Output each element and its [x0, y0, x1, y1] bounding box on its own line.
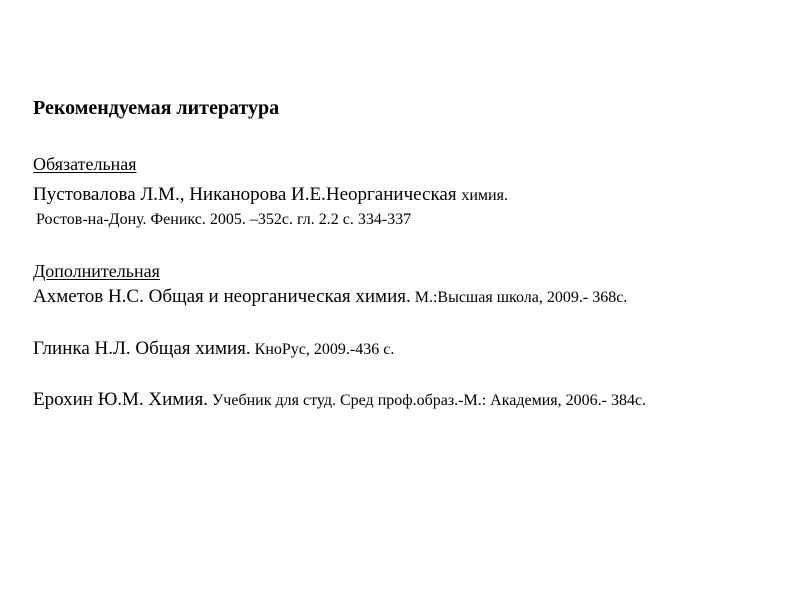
reference-main: Ахметов Н.С. Общая и неорганическая химия. [33, 286, 411, 307]
reference-details: КноРус, 2009.-436 с. [250, 341, 395, 358]
page-title: Рекомендуемая литература [33, 97, 280, 119]
section-heading-required: Обязательная [33, 154, 137, 174]
reference-authors-title: Пустовалова Л.М., Никанорова И.Е.Неорганическая [33, 184, 462, 205]
section-heading-additional: Дополнительная [33, 261, 160, 281]
reference-main: Ерохин Ю.М. Химия. [33, 389, 208, 410]
reference-entry-4 [33, 390, 646, 409]
reference-title-end: химия. [461, 187, 508, 204]
reference-main: Глинка Н.Л. Общая химия. [33, 338, 251, 359]
reference-entry-1-line-2: Ростов-на-Дону. Феникс. 2005. –352с. гл. 2.2 с. 334-337 [36, 211, 412, 228]
reference-entry-1-line-1 [33, 185, 508, 204]
reference-details: Учебник для студ. Сред проф.образ.-М.: Академия, 2006.- 384с. [207, 392, 647, 409]
reference-details: М.:Высшая школа, 2009.- 368с. [410, 289, 628, 306]
reference-entry-2 [33, 287, 627, 306]
reference-entry-3 [33, 339, 394, 358]
